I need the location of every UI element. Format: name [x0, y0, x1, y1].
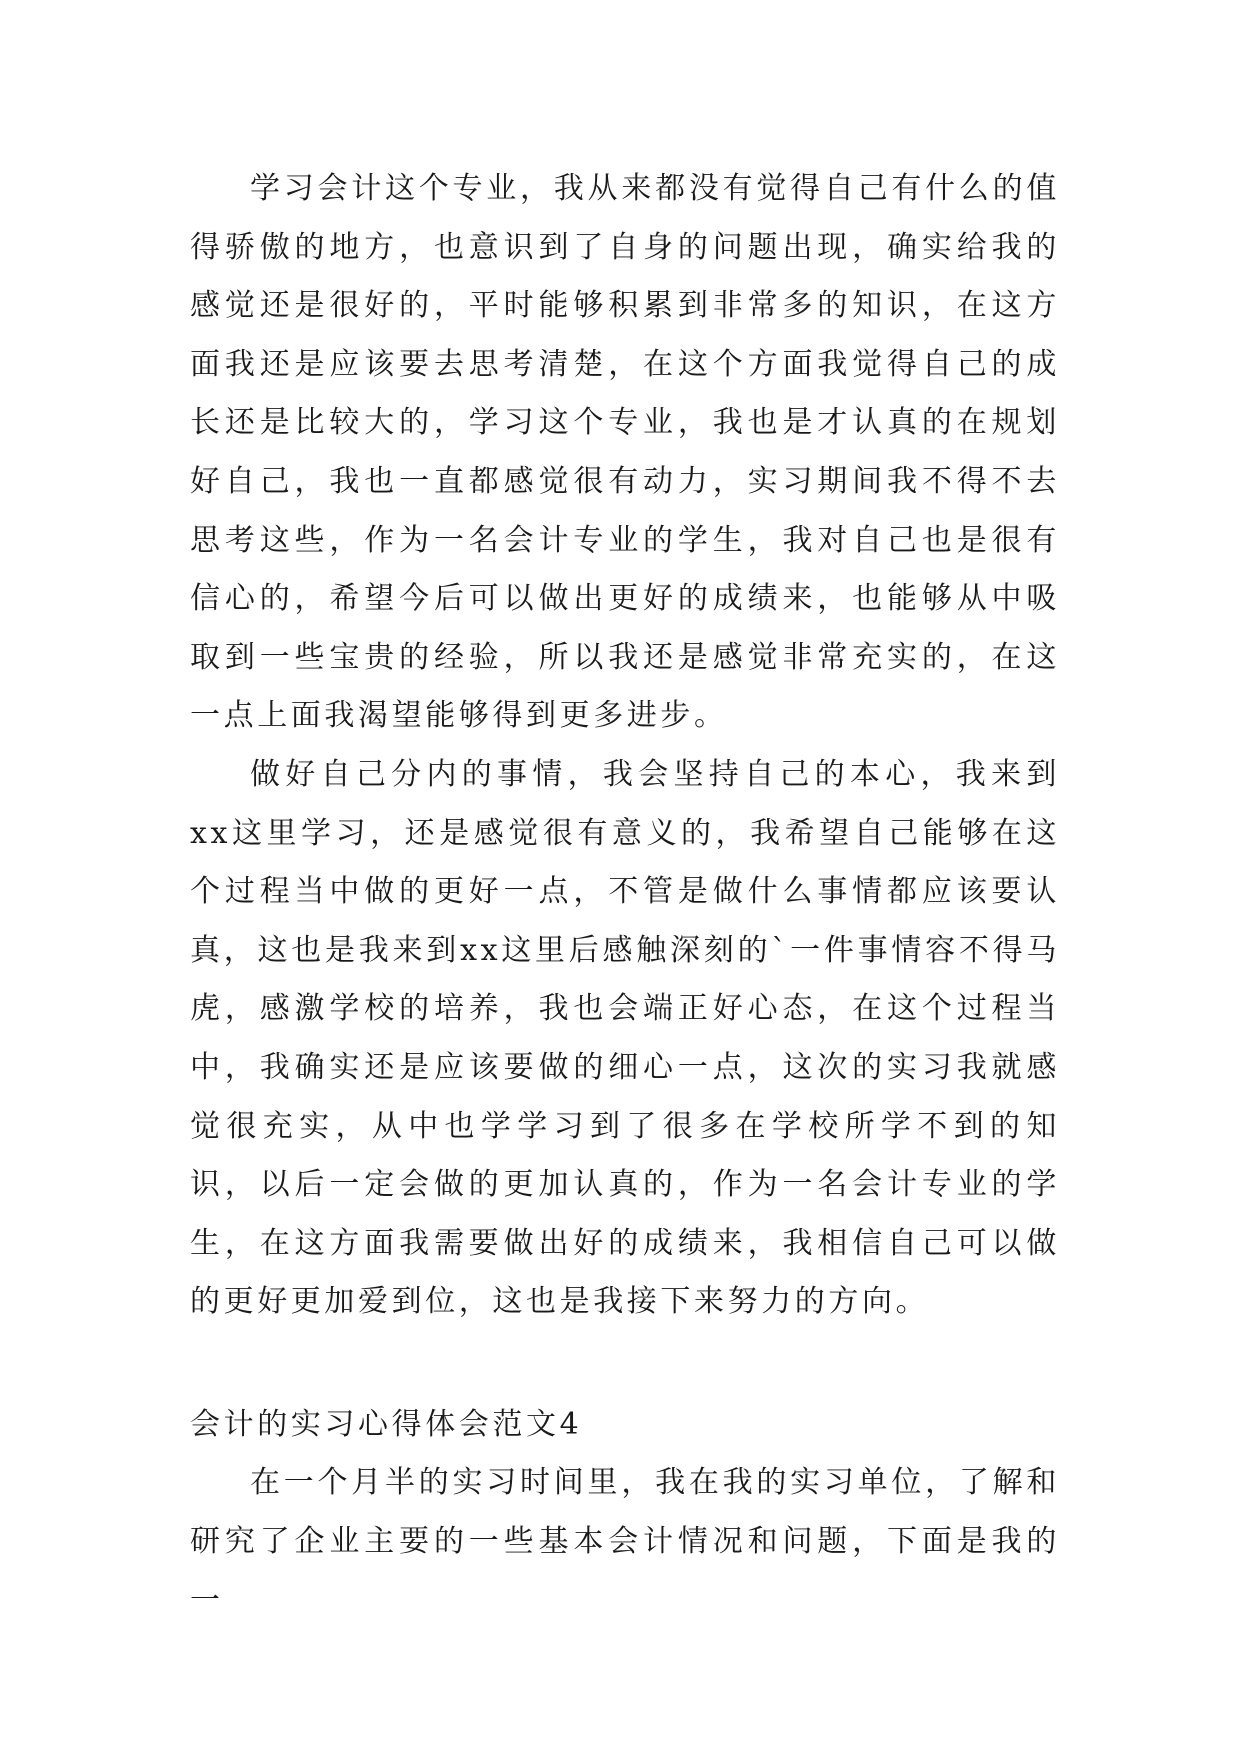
paragraph-3: 在一个月半的实习时间里，我在我的实习单位，了解和研究了企业主要的一些基本会计情况和问题，下面是我的一: [190, 1465, 1060, 1618]
paragraph-1: 学习会计这个专业，我从来都没有觉得自己有什么的值得骄傲的地方，也意识到了自身的问题出现，确实给我的感觉还是很好的，平时能够积累到非常多的知识，在这方面我还是应该要去思考清楚，在这个方面我觉得自己的成长还是比较大的，学习这个专业，我也是才认真的在规划好自己，我也一直都感觉很有动力，实习期间我不得不去思考这些，作为一名会计专业的学生，我对自己也是很有信心的，希望今后可以做出更好的成绩来，也能够从中吸取到一些宝贵的经验，所以我还是感觉非常充实的，在这一点上面我渴望能够得到更多进步。: [190, 171, 1060, 734]
section-heading: 会计的实习心得体会范文4: [190, 1406, 583, 1442]
document-body: [190, 160, 1060, 1630]
paragraph-2: 做好自己分内的事情，我会坚持自己的本心，我来到xx这里学习，还是感觉很有意义的，我希望自己能够在这个过程当中做的更好一点，不管是做什么事情都应该要认真，这也是我来到xx这里后感触深刻的`一件事情容不得马虎，感激学校的培养，我也会端正好心态，在这个过程当中，我确实还是应该要做的细心一点，这次的实习我就感觉很充实，从中也学学习到了很多在学校所学不到的知识，以后一定会做的更加认真的，作为一名会计专业的学生，在这方面我需要做出好的成绩来，我相信自己可以做的更好更加爱到位，这也是我接下来努力的方向。: [190, 756, 1060, 1320]
